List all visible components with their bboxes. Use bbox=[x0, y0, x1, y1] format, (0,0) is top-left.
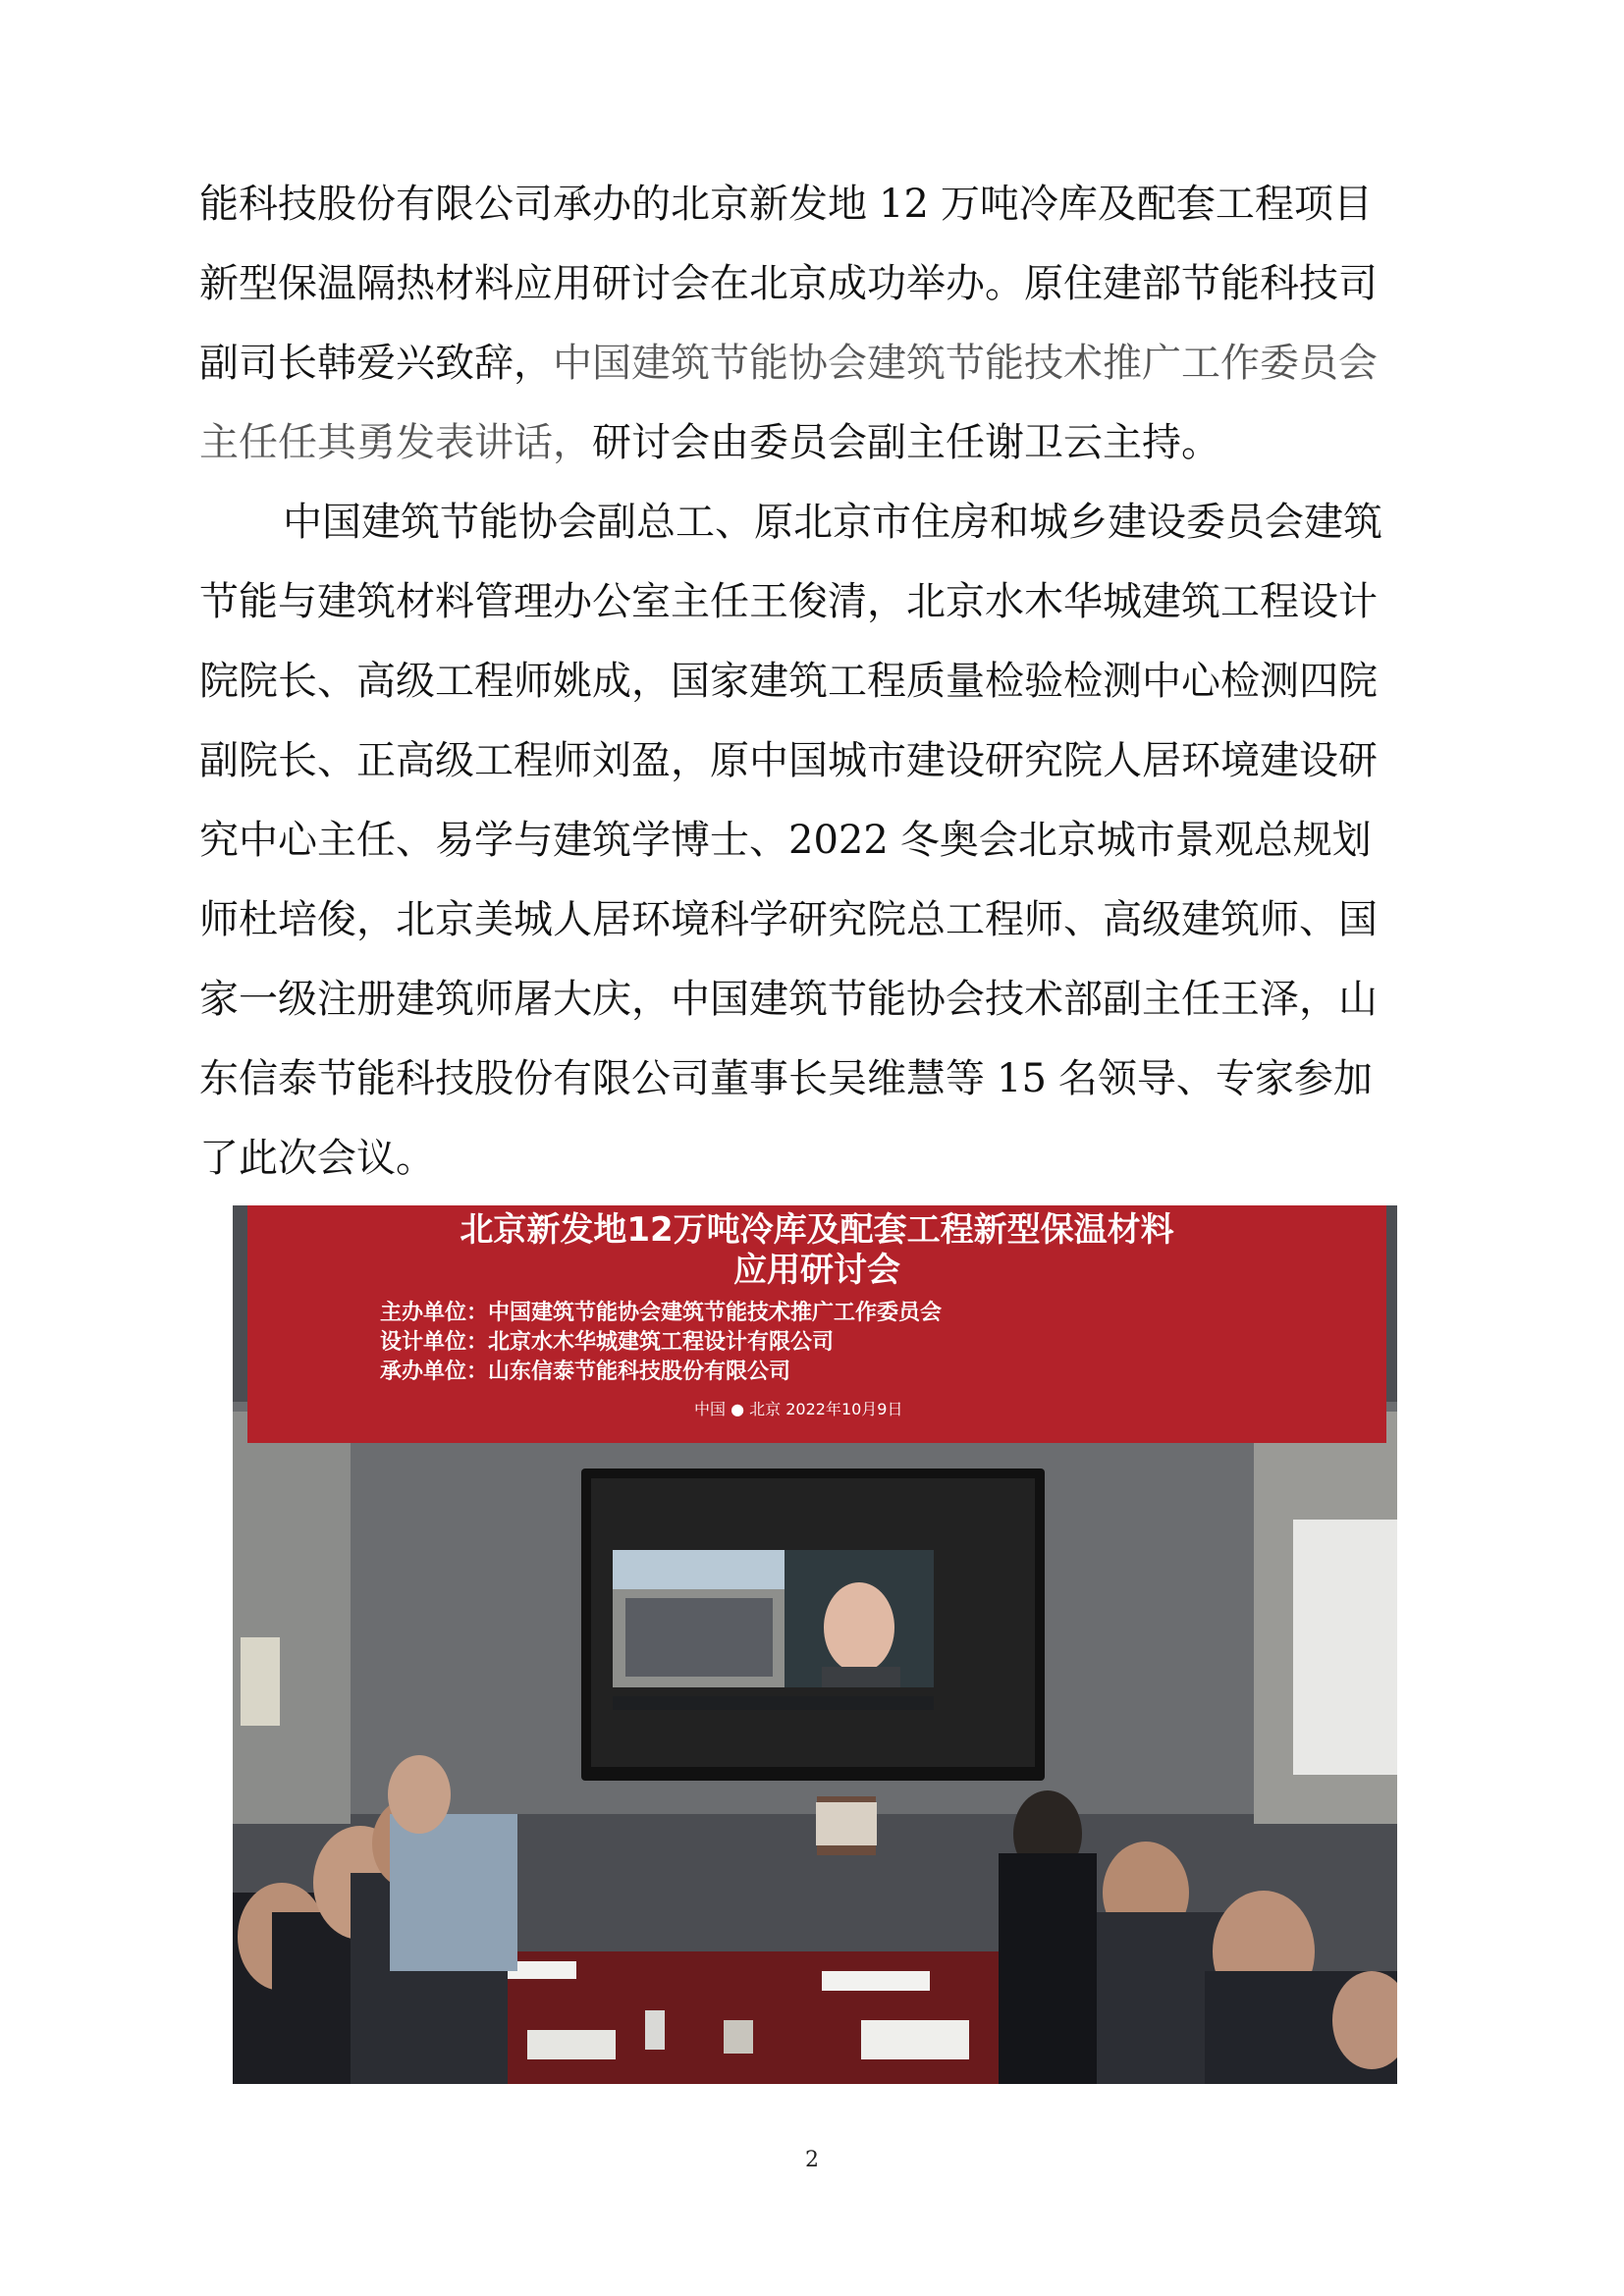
article-body bbox=[199, 165, 1431, 1199]
meeting-photo bbox=[233, 1205, 1397, 2084]
paragraph-2-line-2: 节能与建筑材料管理办公室主任王俊清，北京水木华城建筑工程设计 bbox=[199, 579, 1378, 624]
banner-designer: 设计单位：北京水木华城建筑工程设计有限公司 bbox=[380, 1330, 835, 1355]
banner-organizer: 承办单位：山东信泰节能科技股份有限公司 bbox=[380, 1360, 791, 1384]
paragraph-2-line-7: 家一级注册建筑师屠大庆，中国建筑节能协会技术部副主任王泽，山 bbox=[199, 977, 1378, 1022]
paragraph-2-line-8: 东信泰节能科技股份有限公司董事长吴维慧等 15 名领导、专家参加 bbox=[199, 1056, 1373, 1101]
paragraph-1-line-4: 主任任其勇发表讲话，研讨会由委员会副主任谢卫云主持。 bbox=[199, 420, 1220, 465]
paragraph-2-line-5: 究中心主任、易学与建筑学博士、2022 冬奥会北京城市景观总规划 bbox=[199, 818, 1372, 863]
paragraph-2-line-3: 院院长、高级工程师姚成，国家建筑工程质量检验检测中心检测四院 bbox=[199, 659, 1378, 704]
paragraph-2-line-4: 副院长、正高级工程师刘盈，原中国城市建设研究院人居环境建设研 bbox=[199, 738, 1378, 783]
banner-host: 主办单位：中国建筑节能协会建筑节能技术推广工作委员会 bbox=[380, 1301, 943, 1325]
banner bbox=[247, 1205, 1386, 1443]
video-conference-screen bbox=[581, 1468, 1045, 1781]
paragraph-2-line-1: 中国建筑节能协会副总工、原北京市住房和城乡建设委员会建筑 bbox=[283, 500, 1382, 545]
banner-title-2: 应用研讨会 bbox=[733, 1251, 900, 1290]
page-number: 2 bbox=[805, 2148, 819, 2172]
paragraph-1-line-3: 副司长韩爱兴致辞，中国建筑节能协会建筑节能技术推广工作委员会 bbox=[199, 341, 1378, 386]
paragraph-1-line-1: 能科技股份有限公司承办的北京新发地 12 万吨冷库及配套工程项目 bbox=[199, 182, 1373, 227]
paragraph-1-line-2: 新型保温隔热材料应用研讨会在北京成功举办。原住建部节能科技司 bbox=[199, 261, 1378, 306]
paragraph-2-line-6: 师杜培俊，北京美城人居环境科学研究院总工程师、高级建筑师、国 bbox=[199, 897, 1378, 942]
paragraph-2-line-9: 了此次会议。 bbox=[199, 1136, 435, 1181]
banner-title-1: 北京新发地12万吨冷库及配套工程新型保温材料 bbox=[460, 1210, 1174, 1250]
banner-date: 中国 ● 北京 2022年10月9日 bbox=[694, 1400, 903, 1418]
